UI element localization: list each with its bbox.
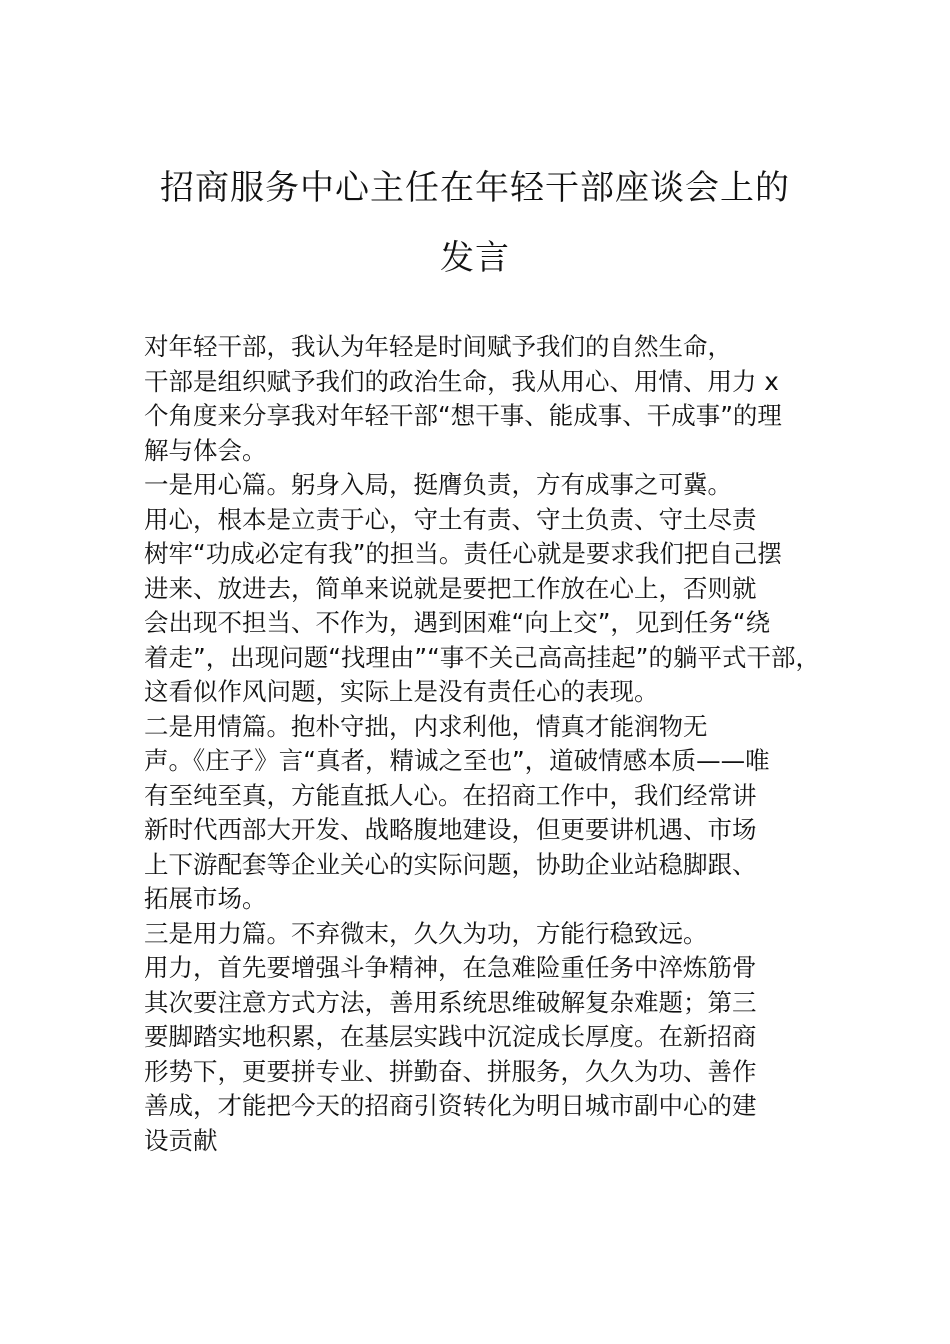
body-line: 拓展市场。 <box>144 884 267 913</box>
body-line: 上下游配套等企业关心的实际问题，协助企业站稳脚跟、 <box>144 849 757 879</box>
body-line: 善成，才能把今天的招商引资转化为明日城市副中心的建 <box>144 1091 757 1120</box>
body-line: 有至纯至真，方能直抵人心。在招商工作中，我们经常讲 <box>144 780 757 810</box>
body-line: 用力，首先要增强斗争精神，在急难险重任务中淬炼筋骨 <box>144 953 757 982</box>
body-line: 这看似作风问题，实际上是没有责任心的表现。 <box>144 677 659 706</box>
body-line: 一是用心篇。躬身入局，挺膺负责，方有成事之可冀。 <box>144 470 732 499</box>
document-title-line-2: 发言 <box>440 238 510 278</box>
body-line: 会出现不担当、不作为，遇到困难“向上交”，见到任务“绕 <box>144 608 771 637</box>
body-line: 其次要注意方式方法，善用系统思维破解复杂难题；第三 <box>144 987 757 1017</box>
body-line: 三是用力篇。不弃微末，久久为功，方能行稳致远。 <box>144 918 708 948</box>
body-line: 形势下，更要拼专业、拼勤奋、拼服务，久久为功、善作 <box>144 1056 757 1086</box>
document-body <box>144 330 834 1158</box>
body-line: 个角度来分享我对年轻干部“想干事、能成事、干成事”的理 <box>144 401 782 430</box>
body-line: 着走”，出现问题“找理由”“事不关己高高挂起”的躺平式干部， <box>144 642 820 672</box>
body-line: 解与体会。 <box>144 435 267 465</box>
body-line: 要脚踏实地积累，在基层实践中沉淀成长厚度。在新招商 <box>144 1022 757 1051</box>
body-line: 二是用情篇。抱朴守拙，内求利他，情真才能润物无 <box>144 711 708 741</box>
body-line: 设贡献 <box>144 1125 218 1155</box>
body-line: 新时代西部大开发、战略腹地建设，但更要讲机遇、市场 <box>144 815 757 844</box>
document-title-line-1: 招商服务中心主任在年轻干部座谈会上的 <box>160 168 790 208</box>
body-line: 对年轻干部，我认为年轻是时间赋予我们的自然生命， <box>144 332 732 361</box>
body-line: 进来、放进去，简单来说就是要把工作放在心上，否则就 <box>144 573 757 603</box>
body-line: 用心，根本是立责于心，守土有责、守土负责、守土尽责 <box>144 504 757 534</box>
body-line: 声。《庄子》言“真者，精诚之至也”，道破情感本质——唯 <box>144 746 770 775</box>
body-line: 树牢“功成必定有我”的担当。责任心就是要求我们把自己摆 <box>144 539 782 568</box>
body-line: 干部是组织赋予我们的政治生命，我从用心、用情、用力 x <box>144 366 779 396</box>
